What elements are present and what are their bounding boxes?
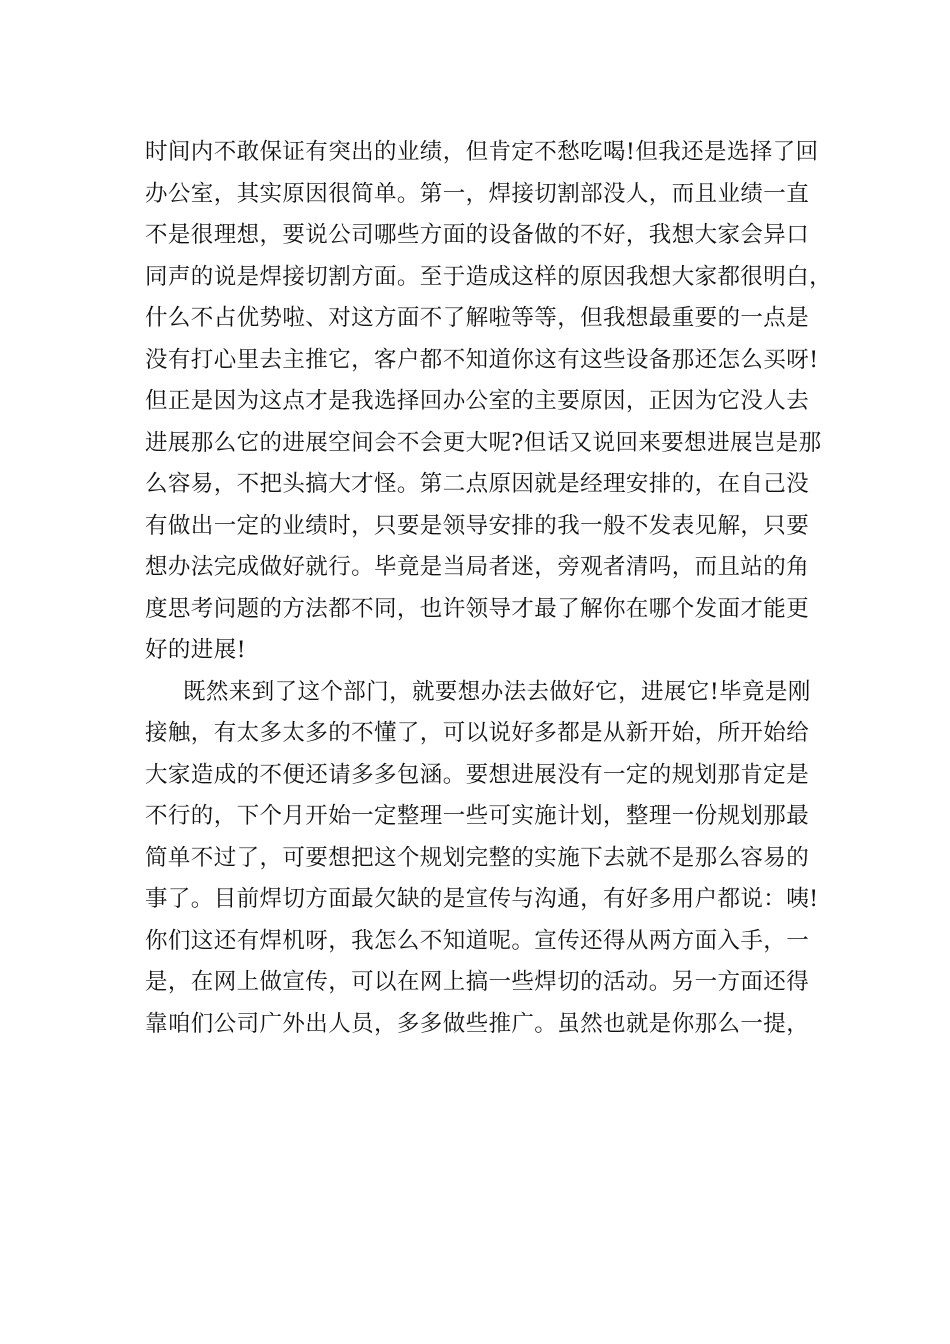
text-line: 什么不占优势啦、对这方面不了解啦等等，但我想最重要的一点是 xyxy=(145,305,810,331)
text-line: 么容易，不把头搞大才怪。第二点原因就是经理安排的，在自己没 xyxy=(145,471,810,497)
text-line: 没有打心里去主推它，客户都不知道你这有这些设备那还怎么买呀! xyxy=(145,346,819,373)
text-line: 好的进展! xyxy=(145,637,247,663)
text-line-indented: 既然来到了这个部门，就要想办法去做好它，进展它!毕竟是刚 xyxy=(183,678,811,705)
document-body xyxy=(145,132,845,1045)
text-line: 靠咱们公司广外出人员，多多做些推广。虽然也就是你那么一提， xyxy=(145,1010,810,1037)
text-line: 不行的，下个月开始一定整理一些可实施计划，整理一份规划那最 xyxy=(145,803,810,829)
text-line: 简单不过了，可要想把这个规划完整的实施下去就不是那么容易的 xyxy=(145,844,810,871)
text-line: 办公室，其实原因很简单。第一，焊接切割部没人，而且业绩一直 xyxy=(145,180,810,207)
text-line: 度思考问题的方法都不同，也许领导才最了解你在哪个发面才能更 xyxy=(145,595,810,622)
text-line: 你们这还有焊机呀，我怎么不知道呢。宣传还得从两方面入手，一 xyxy=(145,927,810,954)
text-line: 是，在网上做宣传，可以在网上搞一些焊切的活动。另一方面还得 xyxy=(145,969,810,995)
text-line: 有做出一定的业绩时，只要是领导安排的我一般不发表见解，只要 xyxy=(145,512,810,539)
text-line: 但正是因为这点才是我选择回办公室的主要原因，正因为它没人去 xyxy=(145,388,810,414)
text-line: 不是很理想，要说公司哪些方面的设备做的不好，我想大家会异口 xyxy=(145,222,810,248)
text-line: 大家造成的不便还请多多包涵。要想进展没有一定的规划那肯定是 xyxy=(145,761,810,788)
text-line: 进展那么它的进展空间会不会更大呢?但话又说回来要想进展岂是那 xyxy=(145,429,822,456)
text-line: 同声的说是焊接切割方面。至于造成这样的原因我想大家都很明白， xyxy=(145,263,833,290)
text-line: 事了。目前焊切方面最欠缺的是宣传与沟通，有好多用户都说：咦! xyxy=(145,886,819,912)
text-line: 接触，有太多太多的不懂了，可以说好多都是从新开始，所开始给 xyxy=(145,720,810,746)
text-line: 时间内不敢保证有突出的业绩，但肯定不愁吃喝!但我还是选择了回 xyxy=(145,139,819,165)
paragraph-2 xyxy=(145,672,845,1046)
paragraph-1 xyxy=(145,132,845,672)
text-line: 想办法完成做好就行。毕竟是当局者迷，旁观者清吗，而且站的角 xyxy=(145,554,810,580)
